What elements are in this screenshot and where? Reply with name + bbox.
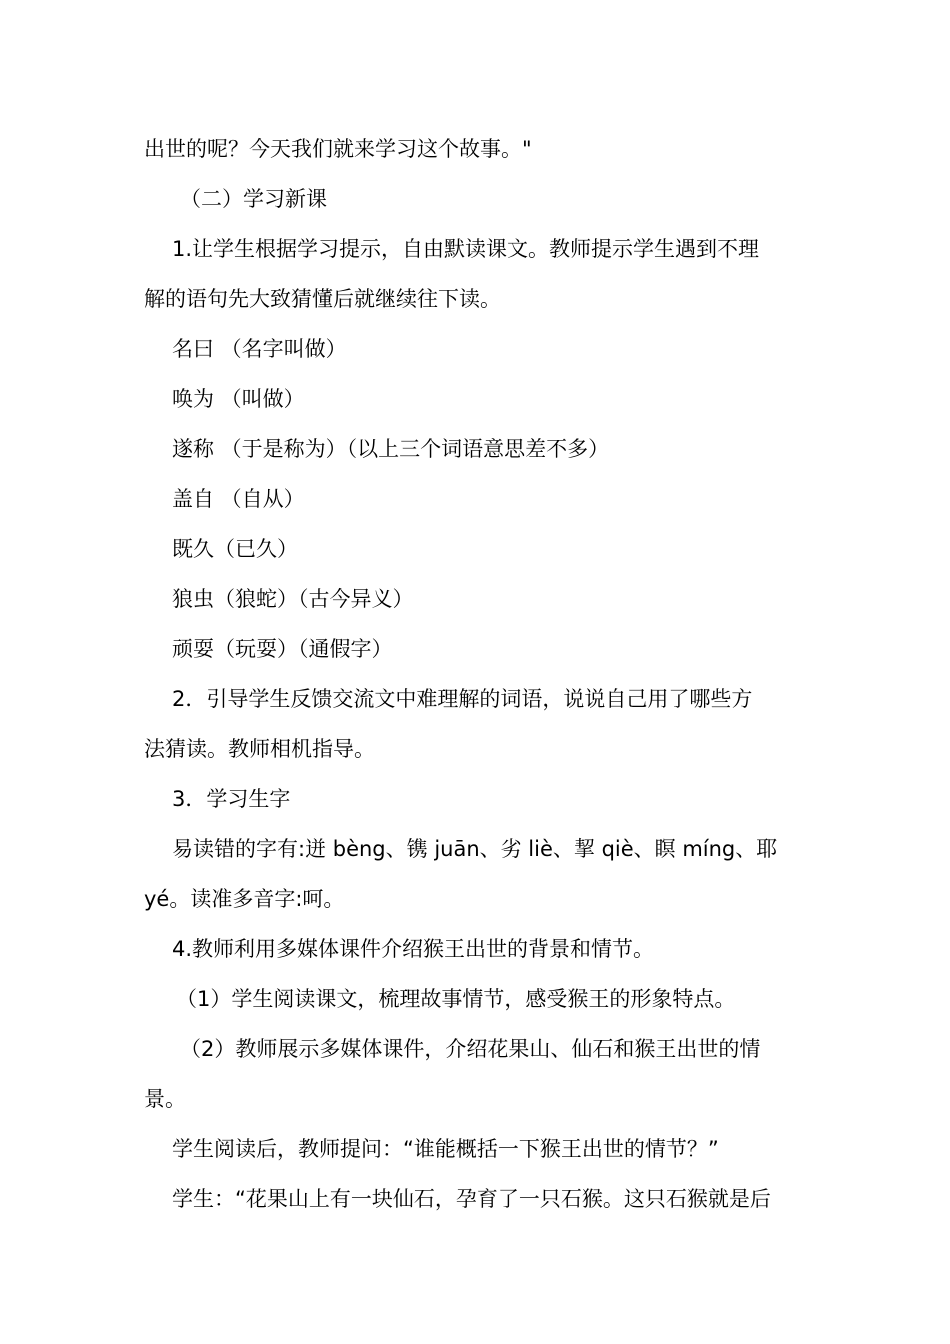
vocab-item: 顽耍（玩耍）（通假字） — [172, 637, 393, 661]
text-line: 景。 — [144, 1087, 186, 1111]
vocab-item: 遂称 （于是称为）（以上三个词语意思差不多） — [172, 437, 610, 461]
vocab-item: 唤为 （叫做） — [172, 387, 305, 411]
text-line: （1）学生阅读课文，梳理故事情节，感受猴王的形象特点。 — [176, 987, 736, 1011]
text-line: 3．学习生字 — [172, 787, 291, 811]
text-line: 易读错的字有:迸 bèng、镌 juān、劣 liè、挈 qiè、瞑 míng、耶 — [172, 837, 778, 861]
vocab-item: 狼虫（狼蛇）（古今异义） — [172, 587, 414, 611]
text-line: 出世的呢？今天我们就来学习这个故事。" — [144, 137, 532, 161]
section-heading: （二）学习新课 — [180, 187, 327, 211]
text-line: 1.让学生根据学习提示，自由默读课文。教师提示学生遇到不理 — [172, 237, 760, 261]
text-line: 法猜读。教师相机指导。 — [144, 737, 375, 761]
vocab-item: 名曰 （名字叫做） — [172, 337, 347, 361]
text-line: 学生阅读后，教师提问：“谁能概括一下猴王出世的情节？” — [172, 1137, 719, 1161]
vocab-item: 盖自 （自从） — [172, 487, 305, 511]
text-line: 2．引导学生反馈交流文中难理解的词语，说说自己用了哪些方 — [172, 687, 753, 711]
text-line: （2）教师展示多媒体课件，介绍花果山、仙石和猴王出世的情 — [180, 1037, 761, 1061]
text-line: 解的语句先大致猜懂后就继续往下读。 — [144, 287, 501, 311]
vocab-item: 既久（已久） — [172, 537, 298, 561]
text-line: 4.教师利用多媒体课件介绍猴王出世的背景和情节。 — [172, 937, 655, 961]
text-line: yé。读准多音字:呵。 — [144, 887, 345, 911]
text-line: 学生：“花果山上有一块仙石，孕育了一只石猴。这只石猴就是后 — [172, 1187, 771, 1211]
